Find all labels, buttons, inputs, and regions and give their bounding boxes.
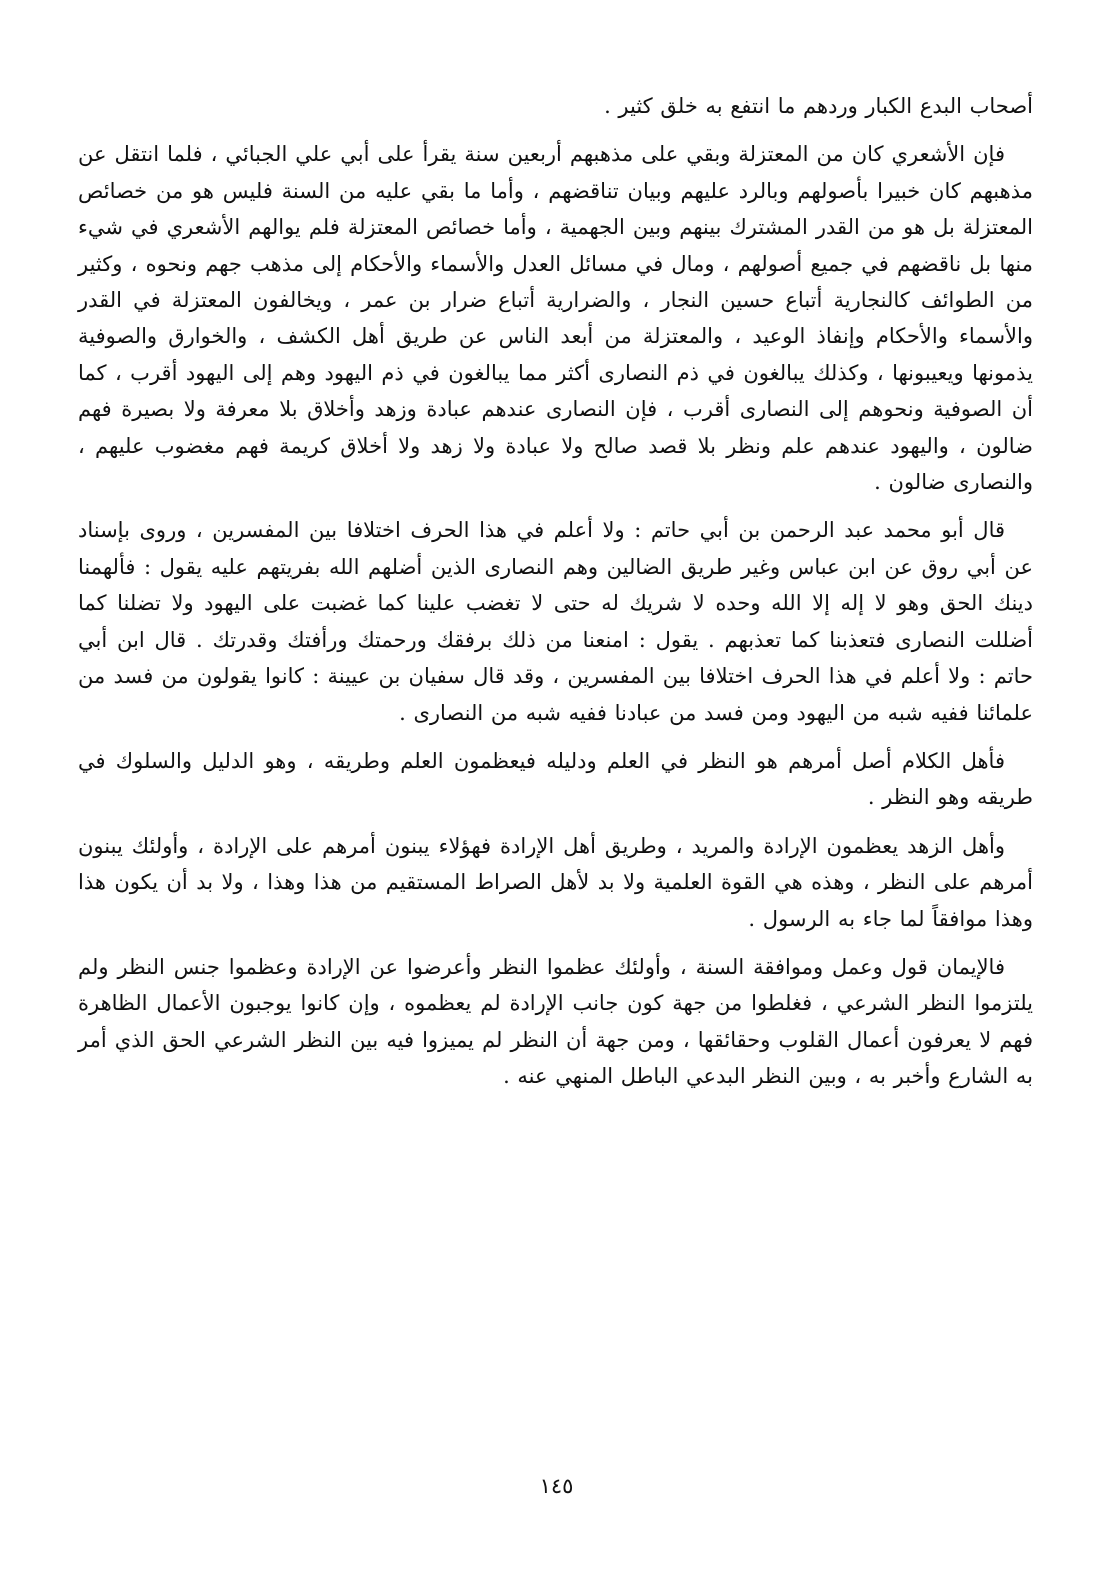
page-number: ١٤٥ xyxy=(539,1474,574,1498)
paragraph-1: أصحاب البدع الكبار وردهم ما انتفع به خلق كثير . xyxy=(604,94,1033,118)
paragraph-2: فإن الأشعري كان من المعتزلة وبقي على مذهبهم أربعين سنة يقرأ على أبي علي الجبائي ، فلما انتقل عن مذهبهم كان خبيرا بأصولهم وبالرد عليهم وبيان تناقضهم ، وأما ما بقي عليه من السنة فليس هو من خصائص المعتزلة بل هو من القدر المشترك بينهم وبين الجهمية ، وأما خصائص المعتزلة فلم يوالهم الأشعري في شيء منها بل ناقضهم في جميع أصولهم ، ومال في مسائل العدل والأسماء والأحكام إلى مذهب جهم ونحوه ، وكثير من الطوائف كالنجارية أتباع حسين النجار ، والضرارية أتباع ضرار بن عمر ، ويخالفون المعتزلة في القدر والأسماء والأحكام وإنفاذ الوعيد ، والمعتزلة من أبعد الناس عن طريق أهل الكشف ، والخوارق والصوفية يذمونها ويعيبونها ، وكذلك يبالغون في ذم النصارى أكثر مما يبالغون في ذم اليهود وهم إلى اليهود أقرب ، كما أن الصوفية ونحوهم إلى النصارى أقرب ، فإن النصارى عندهم عبادة وزهد وأخلاق بلا معرفة ولا بصيرة فهم ضالون ، واليهود عندهم علم ونظر بلا قصد صالح ولا عبادة ولا زهد ولا أخلاق كريمة فهم مغضوب عليهم ، والنصارى ضالون . xyxy=(78,142,1033,495)
paragraph-6: فالإيمان قول وعمل وموافقة السنة ، وأولئك عظموا النظر وأعرضوا عن الإرادة وعظموا جنس النظر ولم يلتزموا النظر الشرعي ، فغلطوا من جهة كون جانب الإرادة لم يعظموه ، وإن كانوا يوجبون الأعمال الظاهرة فهم لا يعرفون أعمال القلوب وحقائقها ، ومن جهة أن النظر لم يميزوا فيه بين النظر الشرعي الحق الذي أمر به الشارع وأخبر به ، وبين النظر البدعي الباطل المنهي عنه . xyxy=(78,954,1033,1089)
page-body xyxy=(78,88,1033,1528)
paragraph-4: فأهل الكلام أصل أمرهم هو النظر في العلم ودليله فيعظمون العلم وطريقه ، وهو الدليل والسلوك في طريقه وهو النظر . xyxy=(78,748,1033,810)
paragraph-5: وأهل الزهد يعظمون الإرادة والمريد ، وطريق أهل الإرادة فهؤلاء يبنون أمرهم على الإرادة ، وأولئك يبنون أمرهم على النظر ، وهذه هي القوة العلمية ولا بد لأهل الصراط المستقيم من هذا وهذا ، ولا بد أن يكون هذا وهذا موافقاً لما جاء به الرسول . xyxy=(78,833,1033,931)
paragraph-3: قال أبو محمد عبد الرحمن بن أبي حاتم : ولا أعلم في هذا الحرف اختلافا بين المفسرين ، وروى بإسناد عن أبي روق عن ابن عباس وغير طريق الضالين وهم النصارى الذين أضلهم الله بفريتهم عليه يقول : فألهمنا دينك الحق وهو لا إله إلا الله وحده لا شريك له حتى لا تغضب علينا كما غضبت على اليهود ولا تضلنا كما أضللت النصارى فتعذبنا كما تعذبهم . يقول : امنعنا من ذلك برفقك ورحمتك ورأفتك وقدرتك . قال ابن أبي حاتم : ولا أعلم في هذا الحرف اختلافا بين المفسرين ، وقد قال سفيان بن عيينة : كانوا يقولون من فسد من علمائنا ففيه شبه من اليهود ومن فسد من عبادنا ففيه شبه من النصارى . xyxy=(78,518,1033,725)
